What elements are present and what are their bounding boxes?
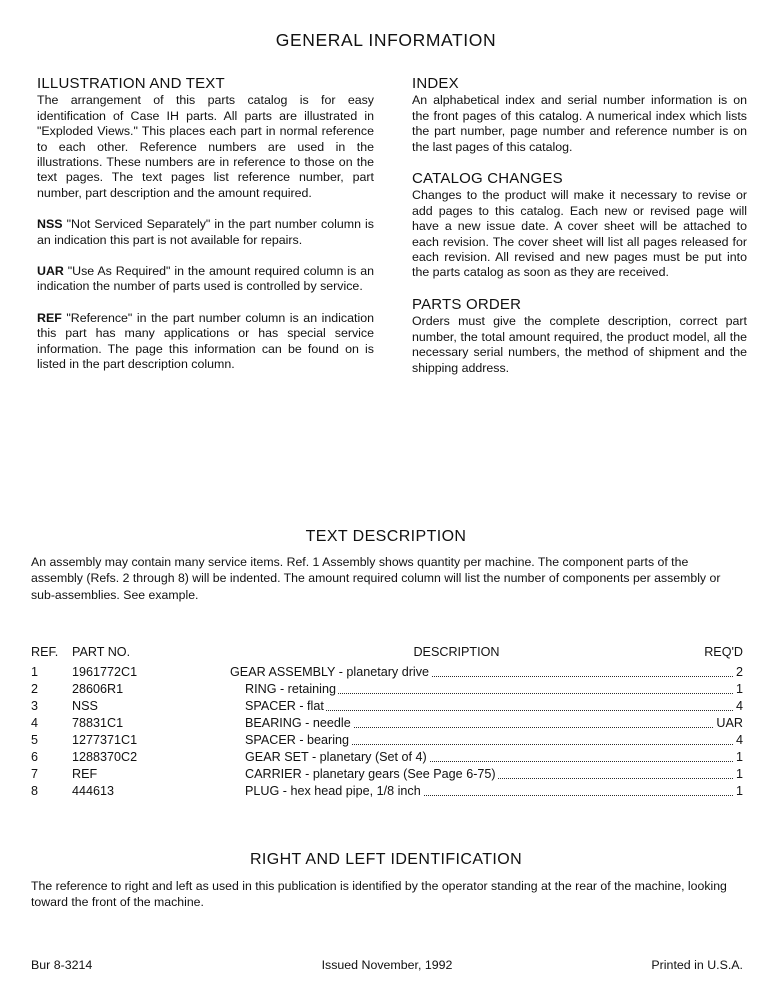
left-column	[37, 76, 374, 373]
cell-description: GEAR ASSEMBLY - planetary drive	[230, 665, 430, 679]
paragraph-uar-body: "Use As Required" in the amount required column is an indication the number of parts used is controlled by service.	[37, 264, 375, 294]
cell-part-no: REF	[72, 767, 98, 781]
section-nss	[37, 217, 374, 248]
section-parts-order	[412, 297, 747, 376]
table-header-row	[31, 644, 743, 661]
cell-ref: 3	[31, 699, 39, 713]
table-row	[31, 732, 743, 749]
cell-reqd: 1	[735, 784, 743, 798]
cell-ref: 1	[31, 665, 39, 679]
table-row	[31, 681, 743, 698]
cell-reqd: 1	[735, 750, 743, 764]
paragraph-text-description-body: An assembly may contain many service items. Ref. 1 Assembly shows quantity per machine. The component parts of the assembly (Refs. 2 through 8) will be indented. The amount required column will list the number of components per assembly or sub-assemblies. See example.	[31, 555, 721, 602]
paragraph-ref-body: "Reference" in the part number column is an indication this part has many applications or has special service information. The page this information can be found on is listed in the part description column.	[37, 310, 374, 372]
cell-ref: 4	[31, 716, 39, 730]
cell-description: BEARING - needle	[230, 716, 353, 730]
cell-part-no: 1277371C1	[72, 733, 138, 747]
section-heading-right-left-identification: RIGHT AND LEFT IDENTIFICATION	[249, 851, 523, 868]
cell-description-wrapper	[230, 681, 743, 698]
cell-part-no: 78831C1	[72, 716, 124, 730]
parts-table	[31, 644, 743, 800]
cell-reqd: 1	[735, 682, 743, 696]
cell-description-wrapper	[230, 766, 743, 783]
cell-description: GEAR SET - planetary (Set of 4)	[230, 750, 429, 764]
column-header-reqd: REQ'D	[704, 645, 743, 659]
table-row	[31, 749, 743, 766]
cell-ref: 8	[31, 784, 39, 798]
cell-description-wrapper	[230, 732, 743, 749]
table-row	[31, 766, 743, 783]
cell-description-wrapper	[230, 715, 743, 732]
cell-ref: 5	[31, 733, 39, 747]
cell-reqd: 2	[735, 665, 743, 679]
cell-description: RING - retaining	[230, 682, 338, 696]
section-heading-catalog-changes: CATALOG CHANGES	[412, 170, 563, 188]
cell-ref: 2	[31, 682, 39, 696]
cell-description: SPACER - bearing	[230, 733, 351, 747]
section-heading-parts-order: PARTS ORDER	[412, 295, 522, 313]
cell-part-no: 444613	[72, 784, 115, 798]
paragraph-catalog-changes-body: Changes to the product will make it necessary to revise or add pages to this catalog. Each new or revised page will have a new issue date. A cover sheet will be attached to each revision. The cover sheet will list all pages released for each revision. All revised and new pages must be put into the parts catalog as soon as they are received.	[412, 188, 747, 280]
page-footer	[31, 958, 743, 976]
table-row	[31, 783, 743, 800]
table-row	[31, 715, 743, 732]
paragraph-uar	[37, 264, 374, 295]
parts-table-body	[31, 664, 743, 800]
cell-part-no: 1288370C2	[72, 750, 138, 764]
paragraph-right-left-identification-body: The reference to right and left as used in this publication is identified by the operator standing at the rear of the machine, looking toward the front of the machine.	[31, 879, 727, 910]
section-illustration-and-text	[37, 76, 374, 201]
paragraph-nss-body: "Not Serviced Separately" in the part number column is an indication this part is not available for repairs.	[37, 217, 375, 247]
cell-part-no: NSS	[72, 699, 98, 713]
cell-description: PLUG - hex head pipe, 1/8 inch	[230, 784, 423, 798]
column-header-part-no: PART NO.	[72, 645, 131, 659]
footer-print-location: Printed in U.S.A.	[651, 958, 743, 972]
paragraph-parts-order-body: Orders must give the complete description, correct part number, the total amount required, the product model, all the necessary serial numbers, the method of shipment and the shipping address.	[412, 314, 747, 375]
section-heading-text-description: TEXT DESCRIPTION	[305, 528, 467, 545]
table-row	[31, 698, 743, 715]
cell-description-wrapper	[230, 698, 743, 715]
section-catalog-changes	[412, 171, 747, 281]
section-ref	[37, 311, 374, 373]
paragraph-ref	[37, 311, 374, 373]
cell-ref: 6	[31, 750, 39, 764]
term-ref: REF	[37, 310, 62, 325]
section-index	[412, 76, 747, 155]
section-heading-index: INDEX	[412, 75, 459, 92]
cell-description: SPACER - flat	[230, 699, 326, 713]
term-nss: NSS	[37, 217, 63, 232]
footer-issue-date: Issued November, 1992	[321, 958, 453, 972]
cell-reqd: UAR	[716, 716, 743, 730]
cell-description-wrapper	[230, 664, 743, 681]
paragraph-illustration-body: The arrangement of this parts catalog is for easy identification of Case IH parts. All parts are illustrated in "Exploded Views." This places each part in normal reference to each other. Reference numbers are used in the illustrations. These numbers are in reference to those on the text pages. The text pages list reference number, part number, part description and the amount required.	[37, 93, 374, 200]
cell-reqd: 4	[735, 733, 743, 747]
term-uar: UAR	[37, 264, 64, 279]
column-header-description: DESCRIPTION	[413, 645, 500, 659]
section-heading-illustration: ILLUSTRATION AND TEXT	[37, 75, 225, 92]
cell-description-wrapper	[230, 783, 743, 800]
cell-reqd: 1	[735, 767, 743, 781]
cell-ref: 7	[31, 767, 39, 781]
column-header-ref: REF.	[31, 645, 59, 659]
right-column	[412, 76, 747, 376]
section-uar	[37, 264, 374, 295]
footer-bulletin-number: Bur 8-3214	[31, 958, 93, 972]
paragraph-nss	[37, 217, 374, 248]
table-row	[31, 664, 743, 681]
paragraph-index-body: An alphabetical index and serial number information is on the front pages of this catalog. A numerical index which lists the part number, page number and reference number is on the last pages of this catalog.	[412, 93, 747, 154]
page-title: GENERAL INFORMATION	[275, 30, 497, 50]
cell-part-no: 1961772C1	[72, 665, 138, 679]
cell-description-wrapper	[230, 749, 743, 766]
cell-part-no: 28606R1	[72, 682, 124, 696]
cell-description: CARRIER - planetary gears (See Page 6-75)	[230, 767, 498, 781]
cell-reqd: 4	[735, 699, 743, 713]
